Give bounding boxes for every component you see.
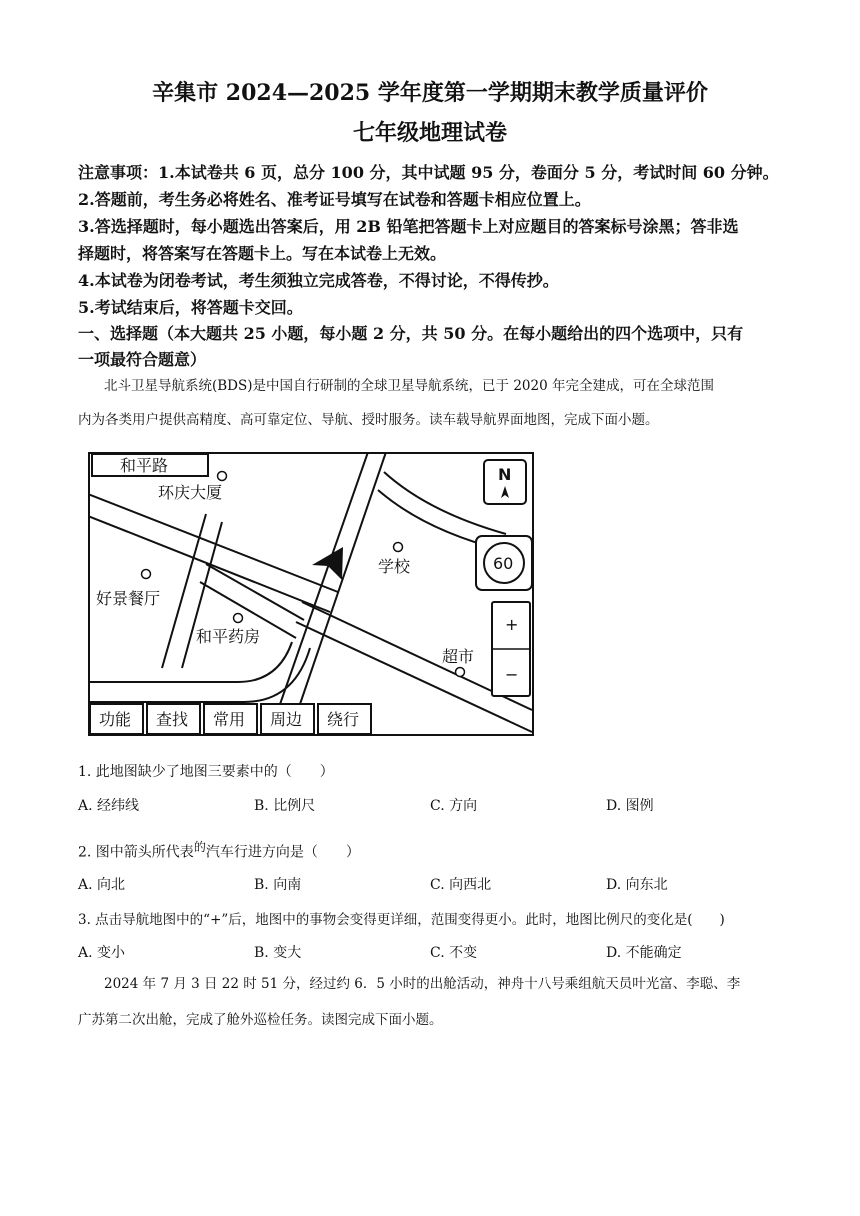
question-3-option-c: C. 不变 <box>430 945 478 961</box>
section-heading-line-1: 一、选择题（本大题共 25 小题，每小题 2 分，共 50 分。在每小题给出的四个选项中，只有 <box>78 324 744 343</box>
function-button-label[interactable]: 功能 <box>99 710 132 729</box>
zoom-out-button[interactable]: − <box>505 665 519 684</box>
zoom-in-button[interactable]: + <box>505 615 519 634</box>
svg-text:超市: 超市 <box>442 647 475 666</box>
section-heading-line-2: 一项最符合题意） <box>78 350 207 369</box>
navigation-map <box>88 452 534 736</box>
question-2-stem-pre: 2. 图中箭头所代表 <box>78 844 194 861</box>
question-1-option-b: B. 比例尺 <box>254 798 316 814</box>
question-1-option-a: A. 经纬线 <box>78 798 140 814</box>
question-2-stem-sup: 的 <box>193 840 206 854</box>
search-button-label[interactable]: 查找 <box>156 710 189 729</box>
question-1-option-c: C. 方向 <box>430 798 478 814</box>
passage-2-line-2: 广苏第二次出舱，完成了舱外巡检任务。读图完成下面小题。 <box>78 1012 443 1028</box>
question-3-option-d: D. 不能确定 <box>606 945 682 961</box>
passage-1-line-2: 内为各类用户提供高精度、高可靠定位、导航、授时服务。读车载导航界面地图，完成下面小题。 <box>78 412 659 428</box>
svg-text:学校: 学校 <box>378 557 411 576</box>
speed-limit-value: 60 <box>493 554 514 573</box>
page-subtitle: 七年级地理试卷 <box>352 120 507 146</box>
question-2-option-c: C. 向西北 <box>430 877 492 893</box>
question-1-stem: 1. 此地图缺少了地图三要素中的（ ） <box>78 764 334 780</box>
nearby-button-label[interactable]: 周边 <box>270 710 303 729</box>
passage-1-line-1: 北斗卫星导航系统(BDS)是中国自行研制的全球卫星导航系统，已于 2020 年完全建成，可在全球范围 <box>104 378 714 394</box>
question-3-option-b: B. 变大 <box>254 945 302 961</box>
speed-limit-sign <box>476 536 532 590</box>
question-1-option-d: D. 图例 <box>606 798 654 814</box>
note-3: 3.答选择题时，每小题选出答案后，用 2B 铅笔把答题卡上对应题目的答案标号涂黑；答非选 <box>78 217 739 236</box>
svg-text:和平药房: 和平药房 <box>196 627 261 646</box>
question-2-stem <box>78 838 360 862</box>
question-2-stem-post: 汽车行进方向是（ ） <box>205 844 360 861</box>
north-indicator <box>484 460 526 504</box>
favorites-button-label[interactable]: 常用 <box>213 710 246 729</box>
question-2-option-a: A. 向北 <box>78 877 126 893</box>
page-title: 辛集市 2024—2025 学年度第一学期期末教学质量评价 <box>152 80 708 106</box>
question-3-option-a: A. 变小 <box>78 945 126 961</box>
note-1: 注意事项：1.本试卷共 6 页，总分 100 分，其中试题 95 分，卷面分 5 分，考试时间 60 分钟。 <box>78 163 779 182</box>
svg-text:好景餐厅: 好景餐厅 <box>96 589 161 608</box>
note-5: 4.本试卷为闭卷考试，考生须独立完成答卷，不得讨论，不得传抄。 <box>78 271 559 290</box>
note-6: 5.考试结束后，将答题卡交回。 <box>78 298 303 317</box>
passage-2-line-1: 2024 年 7 月 3 日 22 时 51 分，经过约 6．5 小时的出舱活动，神舟十八号乘组航天员叶光富、李聪、李 <box>104 976 741 992</box>
road-label: 和平路 <box>120 456 169 475</box>
zoom-controls[interactable] <box>492 602 530 696</box>
note-4: 择题时，将答案写在答题卡上。写在本试卷上无效。 <box>78 244 447 263</box>
question-3-stem: 3. 点击导航地图中的“+”后，地图中的事物会变得更详细，范围变得更小。此时，地图比例尺的变化是( ) <box>78 912 725 928</box>
detour-button-label[interactable]: 绕行 <box>327 710 360 729</box>
note-2: 2.答题前，考生务必将姓名、准考证号填写在试卷和答题卡相应位置上。 <box>78 190 591 209</box>
north-label: N <box>498 465 512 484</box>
svg-text:环庆大厦: 环庆大厦 <box>158 483 223 502</box>
question-2-option-d: D. 向东北 <box>606 877 668 893</box>
question-2-option-b: B. 向南 <box>254 877 302 893</box>
map-button-bar <box>90 704 371 734</box>
